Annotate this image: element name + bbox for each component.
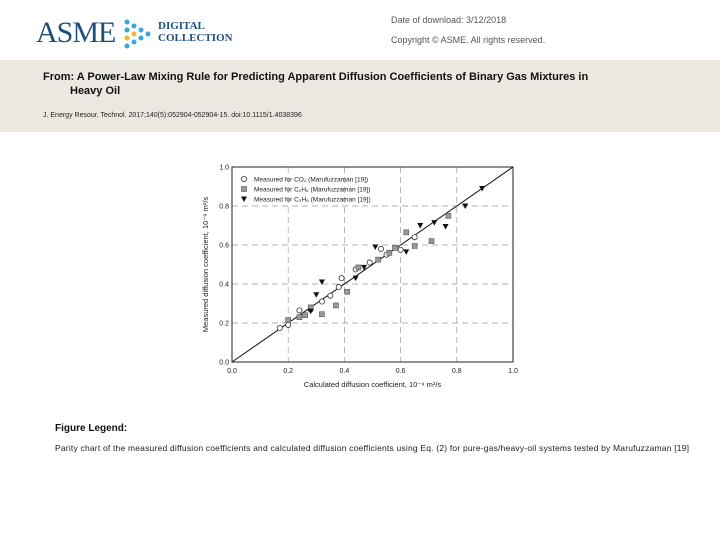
circle-data-point xyxy=(319,299,324,304)
circle-data-point xyxy=(339,276,344,281)
y-tick-label: 1.0 xyxy=(219,164,229,172)
legend-marker xyxy=(241,197,247,203)
legend-entry: Measured for C₂H₆ (Marufuzzaman [19]) xyxy=(254,186,371,194)
triangle-down-data-point xyxy=(361,265,367,271)
x-tick-label: 0.6 xyxy=(395,368,406,375)
square-data-point xyxy=(404,230,409,235)
triangle-down-data-point xyxy=(403,249,409,255)
logo-dots-icon xyxy=(122,18,152,52)
article-citation: J. Energy Resour. Technol. 2017;140(5):052904-052904-15. doi:10.1115/1.4038396 xyxy=(43,112,302,119)
circle-data-point xyxy=(328,293,333,298)
x-tick-label: 0.2 xyxy=(283,368,294,375)
y-tick-label: 0.2 xyxy=(219,320,229,328)
square-data-point xyxy=(345,289,350,294)
square-data-point xyxy=(303,313,308,318)
square-data-point xyxy=(429,239,434,244)
triangle-down-data-point xyxy=(417,223,423,229)
article-title: From: A Power-Law Mixing Rule for Predicting Apparent Diffusion Coefficients of Binary Gas Mixtures in Heavy Oil xyxy=(43,71,589,97)
triangle-down-data-point xyxy=(443,224,449,230)
y-tick-label: 0.8 xyxy=(219,203,229,211)
legend-entry: Measured for CO₂ (Marufuzzaman [19]) xyxy=(254,176,369,184)
square-data-point xyxy=(412,243,417,248)
triangle-down-data-point xyxy=(479,186,485,192)
x-tick-label: 0.4 xyxy=(339,368,350,375)
x-tick-label: 0.8 xyxy=(451,368,462,375)
square-data-point xyxy=(387,250,392,255)
x-tick-label: 1.0 xyxy=(508,368,518,375)
download-date: Date of download: 3/12/2018 xyxy=(391,15,507,25)
circle-data-point xyxy=(297,308,302,313)
figure-legend-heading: Figure Legend: xyxy=(55,423,128,434)
circle-data-point xyxy=(398,247,403,252)
figure-legend-text: Parity chart of the measured diffusion coefficients and calculated diffusion coefficients using Eq. (2) for pure-gas/heavy-oil systems tested by Marufuzzaman [19] xyxy=(55,443,690,453)
square-data-point xyxy=(392,245,397,250)
square-data-point xyxy=(356,265,361,270)
square-data-point xyxy=(286,318,291,323)
x-axis-label: Calculated diffusion coefficient, 10⁻⁹ m²/s xyxy=(303,380,442,389)
triangle-down-data-point xyxy=(308,309,314,315)
circle-data-point xyxy=(378,246,383,251)
legend-marker xyxy=(241,176,246,181)
y-tick-label: 0.4 xyxy=(219,281,229,289)
legend-entry: Measured for C₃H₈ (Marufuzzaman [19]) xyxy=(254,196,371,204)
square-data-point xyxy=(446,213,451,218)
x-tick-label: 0.0 xyxy=(227,368,237,375)
copyright: Copyright © ASME. All rights reserved. xyxy=(391,35,546,45)
circle-data-point xyxy=(336,284,341,289)
parity-chart xyxy=(200,155,530,395)
square-data-point xyxy=(376,257,381,262)
square-data-point xyxy=(333,303,338,308)
y-axis-label: Measured diffusion coefficient, 10⁻⁹ m²/s xyxy=(201,196,210,333)
triangle-down-data-point xyxy=(353,276,359,282)
logo-subtitle: DIGITAL COLLECTION xyxy=(158,20,233,44)
asme-logo[interactable] xyxy=(36,12,246,52)
y-tick-label: 0.0 xyxy=(219,359,229,367)
triangle-down-data-point xyxy=(372,244,378,250)
circle-data-point xyxy=(412,235,417,240)
logo-text: ASME xyxy=(36,16,116,49)
y-tick-label: 0.6 xyxy=(219,242,229,250)
square-data-point xyxy=(319,312,324,317)
circle-data-point xyxy=(367,260,372,265)
square-data-point xyxy=(297,315,302,320)
circle-data-point xyxy=(286,322,291,327)
triangle-down-data-point xyxy=(313,292,319,298)
circle-data-point xyxy=(277,325,282,330)
legend-marker xyxy=(242,187,247,192)
